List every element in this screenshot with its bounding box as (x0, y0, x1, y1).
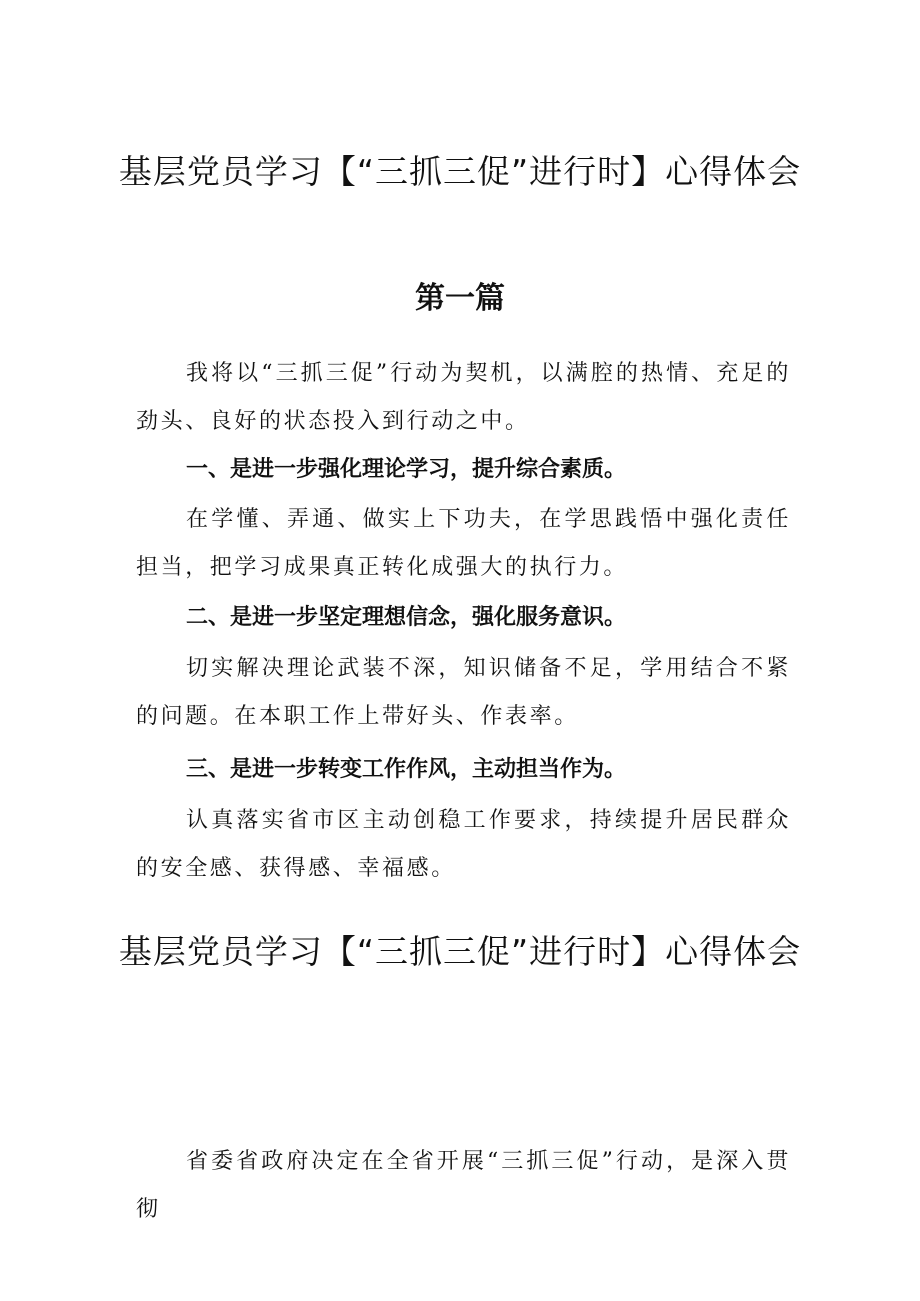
section-heading-2: 二、是进一步坚定理想信念，强化服务意识。 (186, 605, 627, 630)
body-paragraph-3: 认真落实省市区主动创稳工作要求，持续提升居民群众的安全感、获得感、幸福感。 (136, 808, 791, 881)
second-document-title: 基层党员学习【“三抓三促”进行时】心得体会 (118, 932, 802, 971)
section-heading-1: 一、是进一步强化理论学习，提升综合素质。 (186, 457, 627, 482)
body-paragraph-1: 在学懂、弄通、做实上下功夫，在学思践悟中强化责任担当，把学习成果真正转化成强大的执行力。 (136, 507, 791, 580)
second-intro-paragraph: 省委省政府决定在全省开展“三抓三促”行动，是深入贯彻 (136, 1149, 791, 1222)
intro-paragraph: 我将以“三抓三促”行动为契机，以满腔的热情、充足的劲头、良好的状态投入到行动之中。 (136, 361, 791, 434)
section-heading-3: 三、是进一步转变工作作风，主动担当作为。 (186, 757, 627, 782)
body-paragraph-2: 切实解决理论武装不深，知识储备不足，学用结合不紧的问题。在本职工作上带好头、作表率。 (136, 656, 791, 729)
document-title: 基层党员学习【“三抓三促”进行时】心得体会 (118, 152, 802, 191)
chapter-heading: 第一篇 (415, 281, 505, 316)
